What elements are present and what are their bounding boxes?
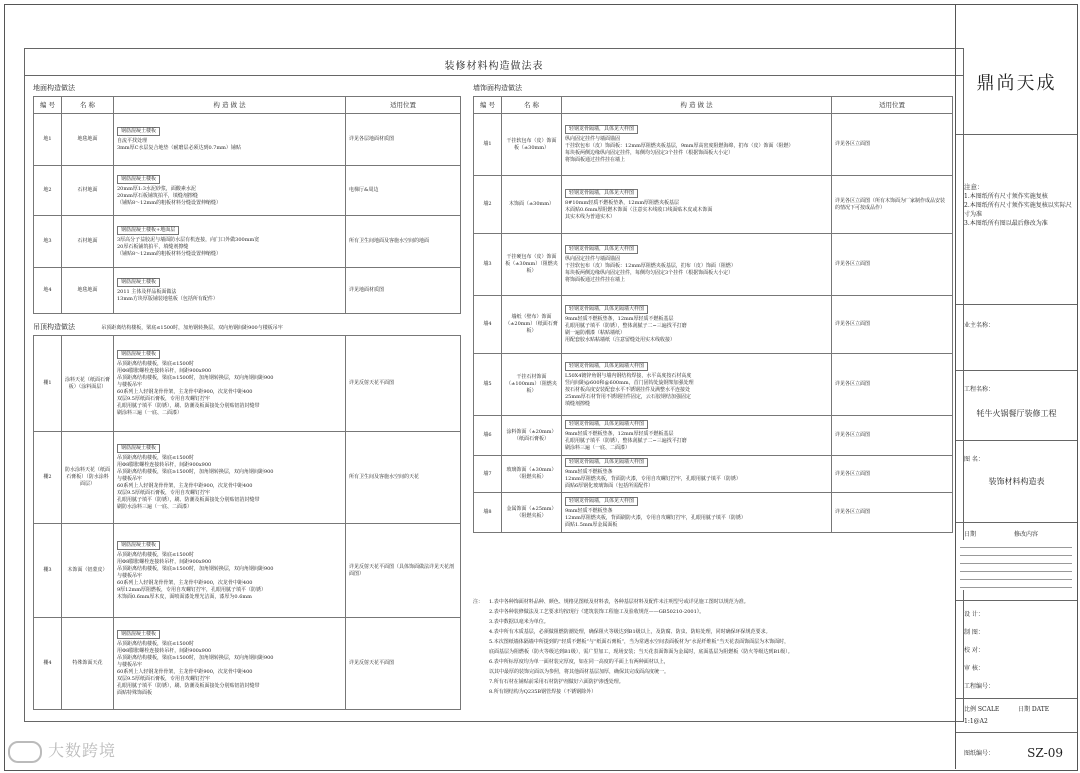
row-name: 地毯地面 [62,114,114,166]
table-row [34,216,461,268]
row-method [114,432,346,524]
method-line: 每块板两侧边缘纵向固定挂件，每侧均匀固定3个挂件（根据饰面板大小定） [565,270,734,276]
row-base-tag: 轻钢龙骨隔墙，具体见大样图 [565,125,638,134]
row-code: 墙7 [474,456,502,493]
drawing-name: 装饰材料构造表 [988,477,1045,486]
method-line: 9mm轻质不燃板垫条，12mm厚轻质不燃板基层 [565,316,674,322]
method-line: 20mm厚1:3水泥砂浆，面酸素水泥 [117,185,196,192]
method-line: 面贴6厚钢化玻璃饰面（包括所需配件） [565,483,654,489]
row-code: 地2 [34,166,62,216]
title-block-note: 3.本图纸所有图以最后修改为准 [964,220,1048,227]
row-location: 详见各区立面图（所有木饰面为厂家制作成品安装的情况下可按成品作） [832,176,953,234]
column-header: 适用位置 [346,97,461,114]
row-code: 墙3 [474,234,502,296]
row-name: 木饰面（±30mm） [502,176,562,234]
method-line: 用Φ8膨胀螺栓连接转吊杆，间距900x900 [117,558,212,565]
revision-date-header: 日期 [964,531,977,538]
ceiling-section-note: 吊顶距离结构楼板，梁底≤1500时，加角钢转换层，双向角钢间距900与楼板吊牢 [101,325,283,331]
method-line: 吊顶距离结构楼板，梁底≥1500时，加角钢转换层，双向角钢间距900 [117,469,274,475]
method-line: 与楼板吊牢 [117,662,143,668]
general-notes [473,597,953,697]
drawing-label: 图 名： [964,456,984,463]
row-name: 特殊饰面天花 [62,618,114,710]
title-block-notes [964,192,1074,228]
method-line: 与楼板吊牢 [117,572,143,579]
table-row [474,354,953,416]
row-location: 详见反射天花平面图 [346,336,461,432]
column-header: 名 称 [62,97,114,114]
title-block-note: 1.本图纸所有尺寸须作实施复核 [964,193,1048,200]
left-column [33,79,461,710]
row-method [114,618,346,710]
method-line: 将饰面板通过挂件挂在墙上 [565,277,626,283]
row-name: 金属饰面（±25mm）（阻燃夹板） [502,493,562,533]
method-line: 孔眼用腻子填平（防锈），整体刮腻子二~三遍找平打磨 [565,437,687,444]
method-line: 双层9.5厚纸面石膏板，专用自攻螺钉拧牢 [117,396,210,402]
schedule-area [24,48,964,722]
wall-section-title: 墙饰面构造做法 [473,84,522,92]
note-item: 1.表中各种饰面材料品种、颜色、规格见图纸及材料表，各种基层材料及配件未注明型号或详见施工图时以规范为准。 [489,599,749,605]
row-location: 详见反射天花平面图 [346,618,461,710]
method-line: 9厚12mm厚阻燃板，专用自攻螺钉拧牢，孔眼用腻子填平（防锈） [117,586,267,593]
chat-bubble-icon [8,741,42,763]
method-line: 用Φ8膨胀螺栓连接转吊杆，间距900x900 [117,462,212,468]
row-name: 干挂硬包布（皮）饰面板（±30mm）（阻燃夹板） [502,234,562,296]
method-line: 干挂软包布（皮）饰面板：12mm厚阻燃夹板基层，9mm厚高密度阻燃海绵，扪布（皮）饰面（阻燃） [565,143,794,149]
method-line: 与楼板吊牢 [117,476,143,482]
note-item: 底面基层为阻燃板（防火等级达到B1级），需广里加工，现场安装；当天花表面饰面为金属时，底面基层为阻燃板（防火等级达到B1级）。 [489,649,793,655]
method-line: 60系列上人轻钢龙骨骨架，主龙骨中距900，次龙骨中距400 [117,579,253,586]
watermark-logo [8,738,116,763]
row-location: 详见各区立面图 [832,114,953,176]
note-item: 以其中最厚的装饰完面以为参照，将其他面材基层加厚，确保其完成面高度统一。 [489,669,670,675]
floor-table [33,96,461,314]
table-row [474,296,953,354]
method-line: 9mm轻质不燃板垫条 [565,469,613,475]
table-row [474,456,953,493]
method-line: 用配套胶水贴粘墙纸（注意留缝处用实木线收接） [565,337,676,343]
ceiling-table [33,335,461,710]
method-line: 按石材板高度安装配套水平不锈钢挂件及满整水平连接处 [565,386,691,393]
table-row [474,234,953,296]
row-method [114,166,346,216]
method-line: 干挂软包布（皮）饰面板：12mm厚阻燃夹板基层，扪布（皮）饰面（阻燃） [565,263,736,269]
method-line: 60系列上人轻钢龙骨骨架，主龙骨中距900，次龙骨中距400 [117,389,253,395]
method-line: 25mm厚石材背用不锈钢挂件固定，云石胶钢结加强固定 [565,393,691,400]
note-item: 7.所有石材在铺贴前采用石材防护剂做好六面防护渗透处理。 [489,679,624,685]
row-location: 详见地面材质图 [346,268,461,314]
note-item: 6.表中所标厚度均为单一面材装完厚度，如在同一高度的平面上有两种面材以上， [489,659,669,665]
note-item: 3.表中数据以毫米为单位。 [489,619,549,625]
method-line: 刷一遍防潮漆（粘贴墙纸） [565,330,626,336]
method-line: 用Φ8膨胀螺栓连接转吊杆，间距900x900 [117,648,212,654]
method-line: 纵向固定挂件与墙面锚固 [565,256,621,262]
method-line: 纵向固定挂件与墙面锚固 [565,136,621,142]
method-line: 孔眼用腻子填平（防锈），刷、防潮及板面接处分别贴铝箔封缝带 [117,403,260,409]
sheet-number: SZ-09 [1027,746,1063,760]
method-line: 9mm轻质不燃板垫条，12mm厚轻质不燃板基层 [565,430,674,437]
method-line: 吊顶距离结构楼板，梁底≥1500时，加角钢转换层，双向角钢间距900 [117,375,274,381]
revision-content-header: 修改内容 [1014,531,1039,538]
row-name: 木饰面（铝蒙皮） [62,524,114,618]
method-line: 3mm厚C水层复合地垫（耐磨层必须达到0.7mm）铺贴 [117,145,241,151]
method-line: 刷防水涂料三遍（一底、二面漆） [117,504,193,510]
row-method [562,114,832,176]
method-line: 填缝剂擦缝 [565,400,591,407]
project-name: 牦牛火锅餐厅装修工程 [976,409,1057,418]
method-line: 面贴1.5mm厚金属面板 [565,521,618,528]
row-code: 墙6 [474,416,502,456]
note-item: 4.表中所有木质基层，必须做阻燃防潮处理，确保阻火等级达到B1级以上，及防腐、防虫、防蛀处理，同时确保环保规范要求。 [489,629,771,635]
table-row [34,114,461,166]
method-line: 3厚高分子益胶泥与墙面防水层有机连接，向门口外做300mm宽 [117,236,260,243]
column-header: 构 造 做 法 [562,97,832,114]
row-code: 墙4 [474,296,502,354]
row-base-tag: 钢筋混凝土楼板 [117,175,160,184]
row-location: 所有卫生间地面及客施水空间的地面 [346,216,461,268]
row-base-tag: 轻钢龙骨隔墙，具体见隔墙大样图 [565,420,648,429]
method-line: 竖向间距@600和@600mm，首门固钩处旋钢架加强处理 [565,379,694,386]
method-line: 60系列上人轻钢龙骨骨架，主龙骨中距900，次龙骨中距400 [117,669,253,675]
row-name: 墙纸（壁布）饰面（±20mm）（纸面石膏板） [502,296,562,354]
row-base-tag: 钢筋混凝土楼板 [117,541,160,550]
review-label: 审 核： [964,665,984,672]
method-line: 将饰面板通过挂件挂在墙上 [565,157,626,163]
method-line: 20厚石板铺筑拍平，填缝剂擦缝 [117,243,189,250]
method-line: 刷涂料三遍（一底、二面漆） [117,410,183,416]
notes-heading: 注意： [964,183,984,191]
ceiling-section-header [33,322,461,332]
row-name: 干挂石材饰面（±100mm）（阻燃夹板） [502,354,562,416]
method-line: 60系列上人轻钢龙骨骨架，主龙骨中距900，次龙骨中距400 [117,483,253,489]
floor-section-title: 地面构造做法 [33,84,75,92]
row-location: 详见各区立面图 [832,456,953,493]
row-location: 详见各区立面图 [832,296,953,354]
row-base-tag: 轻钢龙骨隔墙，具体见大样图 [565,497,638,506]
notes-label: 注： [473,599,484,605]
row-method [562,416,832,456]
title-block-note: 2.本图纸所有尺寸须作实施复核以实际尺寸为准 [964,202,1072,218]
method-line: 2011 主体及样品板面做法 [117,289,177,295]
table-row [474,176,953,234]
method-line: 吊顶距离结构楼板，梁底≤1500时 [117,641,194,647]
row-location: 所有卫生间及客施水空间的天花 [346,432,461,524]
row-method [562,234,832,296]
row-location: 详见各区立面图 [832,416,953,456]
scale-value: 1:1@A2 [964,718,988,725]
table-row [34,268,461,314]
method-line: 孔眼用腻子填平（防锈），刷、防潮及板面接处分别贴铝箔封缝带 [117,497,260,503]
method-line: （铺贴8～12mm的粗板材料分缝设置伸缩缝） [117,199,222,206]
row-location: 详见各区立面图 [832,493,953,533]
method-line: 吊顶距离结构楼板，梁底≥1500时，加角钢转换层，双向角钢间距900 [117,565,274,572]
method-line: 木饰面0.6mm厚木皮，面喷面漆处理光洁面，漆厚为0.6mm [117,593,252,600]
method-line: L50X4镀锌角钢与墙内钢结构焊接，水平高度按石材高度 [565,372,692,379]
method-line: 双层9.5厚纸面石膏板，专用自攻螺钉拧牢 [117,490,210,496]
method-line: 吊顶距离结构楼板，梁底≤1500时 [117,551,194,558]
row-location: 电梯厅&周边 [346,166,461,216]
row-name: 防水涂料天花（纸面石膏板）（防水涂料面层） [62,432,114,524]
design-label: 设 计： [964,611,984,618]
check-label: 校 对： [964,647,984,654]
client-label: 业主名称： [964,322,995,329]
row-base-tag: 轻钢龙骨隔墙，具体见大样图 [565,189,638,198]
row-method [562,354,832,416]
row-base-tag: 轻钢龙骨隔墙，具体见隔墙大样图 [565,458,648,467]
method-line: 用Φ8膨胀螺栓连接转吊杆，间距900x900 [117,368,212,374]
job-number-label: 工程编号： [964,683,995,690]
row-method [562,493,832,533]
table-row [474,114,953,176]
company-name: 鼎尚天成 [976,73,1057,94]
row-code: 地4 [34,268,62,314]
method-line: 与楼板吊牢 [117,382,143,388]
column-header: 名 称 [502,97,562,114]
method-line: 其实木线为普通实木） [565,213,616,220]
row-location: 详见各层地面材质图 [346,114,461,166]
row-base-tag: 钢筋混凝土楼板 [117,127,160,136]
row-name: 涂料天花（纸面石膏板）（涂料面层） [62,336,114,432]
row-base-tag: 轻钢龙骨隔墙，具体见隔墙大样图 [565,305,648,314]
page-title: 装修材料构造做法表 [444,61,544,72]
method-line: 12mm厚阻燃夹板，背面刷防火漆，专用自攻螺钉拧牢，孔眼用腻子填平（防锈） [565,514,746,521]
row-name: 石材地面 [62,166,114,216]
scale-label: 比例 SCALE [964,706,1000,713]
ceiling-section-title: 吊顶构造做法 [33,323,75,331]
column-header: 构 造 做 法 [114,97,346,114]
column-header: 编 号 [474,97,502,114]
row-code: 地3 [34,216,62,268]
table-row [34,524,461,618]
method-line: 自流平找处理 [117,138,148,144]
table-row [474,493,953,533]
method-line: 吊顶距离结构楼板，梁底≥1500时，加角钢转换层，双向角钢间距900 [117,655,274,661]
method-line: 吊顶距离结构楼板，梁底≤1500时 [117,361,194,367]
row-method [114,268,346,314]
method-line: 双层9.5厚纸面石膏板，专用自攻螺钉拧牢 [117,676,210,682]
column-header: 编 号 [34,97,62,114]
row-code: 棚2 [34,432,62,524]
row-code: 棚1 [34,336,62,432]
project-label: 工程名称： [964,386,995,393]
row-location: 详见各区立面图 [832,234,953,296]
row-code: 墙5 [474,354,502,416]
row-method [114,524,346,618]
note-item: 8.所有钢结构为Q235B钢管焊接（不锈钢除外） [489,689,597,695]
date-label: 日期 DATE [1018,706,1050,713]
row-method [562,296,832,354]
method-line: （铺贴8～12mm的粗板材料分缝设置伸缩缝） [117,250,222,257]
table-row [34,618,461,710]
row-code: 墙2 [474,176,502,234]
row-base-tag: 轻钢龙骨隔墙，具体见大样图 [565,245,638,254]
row-code: 墙8 [474,493,502,533]
table-row [34,432,461,524]
row-name: 地毯地面 [62,268,114,314]
row-name: 玻璃饰面（±30mm）（阻燃夹板） [502,456,562,493]
method-line: 12mm厚阻燃夹板，背面防火漆，专用自攻螺钉拧牢，孔眼用腻子填平（防锈） [565,476,741,482]
method-line: 面贴特殊饰面板 [117,690,153,696]
method-line: 9mm轻质不燃板垫条 [565,507,613,514]
title-rule [25,75,963,76]
row-base-tag: 轻钢龙骨隔墙，具体见隔墙大样图 [565,362,648,371]
method-line: 刷涂料三遍（一底、二面漆） [565,444,631,451]
row-method [114,114,346,166]
row-code: 地1 [34,114,62,166]
row-code: 墙1 [474,114,502,176]
row-location: 详见各区立面图 [832,354,953,416]
method-line: 13mm方块厚版铺装地毯板（包括所有配件） [117,296,218,302]
row-method [114,216,346,268]
row-name: 涂料饰面（±20mm）（纸面石膏板） [502,416,562,456]
row-name: 干挂软包布（皮）饰面板（±30mm） [502,114,562,176]
row-base-tag: 钢筋混凝土楼板 [117,630,160,639]
method-line: 20mm厚石板铺筑拍平，填缝剂擦缝 [117,192,198,199]
table-row [474,416,953,456]
revision-table [960,540,1072,590]
row-code: 棚4 [34,618,62,710]
row-base-tag: 钢筋混凝土楼板 [117,278,160,287]
method-line: 吊顶距离结构楼板，梁底≤1500时 [117,455,194,461]
column-header: 适用位置 [832,97,953,114]
row-code: 棚3 [34,524,62,618]
watermark-text: 大数跨境 [48,741,117,760]
method-line: 每块板两侧边缘纵向固定挂件，每侧均匀固定3个挂件（根据饰面板大小定） [565,150,734,156]
note-item: 2.表中各种装修做法及工艺要求均按现行《建筑装饰工程施工及验收规范——GB50210-2001》。 [489,609,705,615]
table-row [34,166,461,216]
title-block [955,4,1077,769]
row-base-tag: 钢筋混凝土楼板 [117,350,160,359]
note-item: 5.本次图纸墙体隔墙中所提到的“轻质不燃板”与“纸面石膏板”，当为常遇水空间表面板材为“水泥纤维板”当天花表面饰面层为木饰面时， [489,639,790,645]
method-line: 8#10mm轻质不燃板垫条，12mm厚阻燃夹板基层 [565,199,680,206]
row-base-tag: 钢筋混凝土楼板 [117,444,160,453]
row-base-tag: 钢筋混凝土楼板+地面层 [117,226,179,235]
method-line: 孔眼用腻子填平（防锈），刷、防潮及板面接处分别贴铝箔封缝带 [117,683,260,689]
right-column [473,79,953,533]
wall-table [473,96,953,533]
row-method [562,456,832,493]
draw-label: 制 图： [964,629,984,636]
method-line: 孔眼用腻子填平（防锈），整体刮腻子二~三遍找平打磨 [565,323,687,329]
row-method [562,176,832,234]
row-location: 详见反射天花平面图（具体饰面做法详见天花剖面图） [346,524,461,618]
row-method [114,336,346,432]
method-line: 木面贴0.6mm厚阻燃木饰面（注意实木线收口线面贴木皮或木饰面 [565,206,713,213]
table-row [34,336,461,432]
row-name: 石材地面 [62,216,114,268]
sheet-number-label: 图纸编号： [964,750,995,757]
